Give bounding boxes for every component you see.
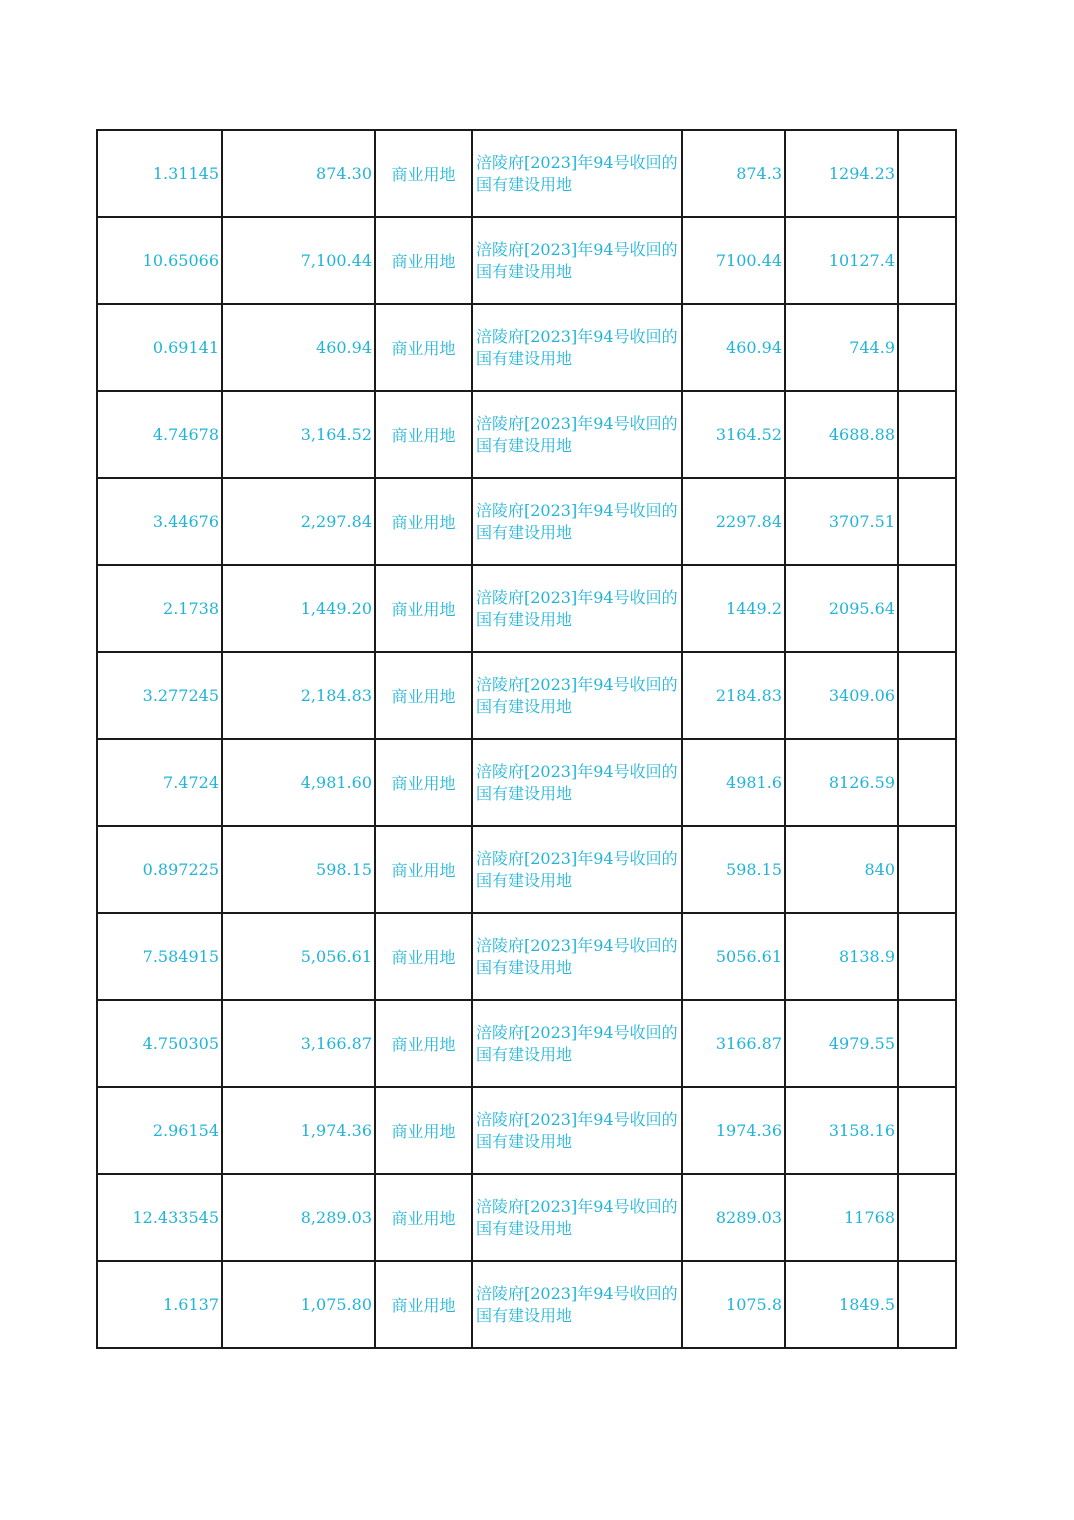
amount-cell: 3409.06: [785, 652, 898, 739]
source-cell: 涪陵府[2023]年94号收回的国有建设用地: [472, 391, 682, 478]
area-hectare-cell: 3.44676: [97, 478, 222, 565]
area-value-cell: 5056.61: [682, 913, 785, 1000]
amount-cell: 10127.4: [785, 217, 898, 304]
area-hectare-cell: 2.96154: [97, 1087, 222, 1174]
area-hectare-cell: 1.31145: [97, 130, 222, 217]
area-sqm-cell: 1,075.80: [222, 1261, 375, 1348]
table-body: [97, 130, 956, 1348]
area-hectare-cell: 10.65066: [97, 217, 222, 304]
area-sqm-cell: 4,981.60: [222, 739, 375, 826]
area-hectare-cell: 2.1738: [97, 565, 222, 652]
area-value-cell: 2184.83: [682, 652, 785, 739]
amount-cell: 840: [785, 826, 898, 913]
area-value-cell: 1974.36: [682, 1087, 785, 1174]
area-value-cell: 1449.2: [682, 565, 785, 652]
area-sqm-cell: 8,289.03: [222, 1174, 375, 1261]
area-value-cell: 4981.6: [682, 739, 785, 826]
land-use-cell: 商业用地: [375, 1000, 472, 1087]
land-use-cell: 商业用地: [375, 913, 472, 1000]
area-sqm-cell: 3,164.52: [222, 391, 375, 478]
area-sqm-cell: 460.94: [222, 304, 375, 391]
table-row: [97, 1087, 956, 1174]
area-hectare-cell: 4.74678: [97, 391, 222, 478]
land-use-cell: 商业用地: [375, 826, 472, 913]
remark-cell: [898, 565, 956, 652]
area-sqm-cell: 7,100.44: [222, 217, 375, 304]
remark-cell: [898, 652, 956, 739]
area-hectare-cell: 1.6137: [97, 1261, 222, 1348]
area-hectare-cell: 7.4724: [97, 739, 222, 826]
remark-cell: [898, 739, 956, 826]
remark-cell: [898, 1174, 956, 1261]
land-use-cell: 商业用地: [375, 1087, 472, 1174]
amount-cell: 8138.9: [785, 913, 898, 1000]
area-sqm-cell: 1,449.20: [222, 565, 375, 652]
land-use-cell: 商业用地: [375, 304, 472, 391]
remark-cell: [898, 304, 956, 391]
land-use-cell: 商业用地: [375, 652, 472, 739]
remark-cell: [898, 913, 956, 1000]
table-row: [97, 739, 956, 826]
table-row: [97, 1000, 956, 1087]
land-use-cell: 商业用地: [375, 391, 472, 478]
remark-cell: [898, 1087, 956, 1174]
amount-cell: 744.9: [785, 304, 898, 391]
area-sqm-cell: 1,974.36: [222, 1087, 375, 1174]
amount-cell: 3158.16: [785, 1087, 898, 1174]
area-value-cell: 8289.03: [682, 1174, 785, 1261]
remark-cell: [898, 217, 956, 304]
table-row: [97, 913, 956, 1000]
amount-cell: 1849.5: [785, 1261, 898, 1348]
land-use-cell: 商业用地: [375, 739, 472, 826]
land-use-cell: 商业用地: [375, 130, 472, 217]
land-use-cell: 商业用地: [375, 478, 472, 565]
table-row: [97, 391, 956, 478]
area-sqm-cell: 2,297.84: [222, 478, 375, 565]
source-cell: 涪陵府[2023]年94号收回的国有建设用地: [472, 304, 682, 391]
area-hectare-cell: 0.69141: [97, 304, 222, 391]
area-sqm-cell: 3,166.87: [222, 1000, 375, 1087]
amount-cell: 4688.88: [785, 391, 898, 478]
area-sqm-cell: 2,184.83: [222, 652, 375, 739]
land-use-cell: 商业用地: [375, 217, 472, 304]
table-row: [97, 1174, 956, 1261]
source-cell: 涪陵府[2023]年94号收回的国有建设用地: [472, 565, 682, 652]
amount-cell: 3707.51: [785, 478, 898, 565]
table-row: [97, 652, 956, 739]
table-row: [97, 565, 956, 652]
land-use-cell: 商业用地: [375, 1261, 472, 1348]
amount-cell: 2095.64: [785, 565, 898, 652]
remark-cell: [898, 1000, 956, 1087]
area-value-cell: 3166.87: [682, 1000, 785, 1087]
land-use-cell: 商业用地: [375, 565, 472, 652]
area-hectare-cell: 12.433545: [97, 1174, 222, 1261]
area-value-cell: 1075.8: [682, 1261, 785, 1348]
source-cell: 涪陵府[2023]年94号收回的国有建设用地: [472, 913, 682, 1000]
source-cell: 涪陵府[2023]年94号收回的国有建设用地: [472, 1261, 682, 1348]
amount-cell: 11768: [785, 1174, 898, 1261]
land-table: [96, 129, 957, 1349]
source-cell: 涪陵府[2023]年94号收回的国有建设用地: [472, 130, 682, 217]
remark-cell: [898, 1261, 956, 1348]
area-value-cell: 3164.52: [682, 391, 785, 478]
table-row: [97, 1261, 956, 1348]
area-value-cell: 874.3: [682, 130, 785, 217]
amount-cell: 8126.59: [785, 739, 898, 826]
source-cell: 涪陵府[2023]年94号收回的国有建设用地: [472, 1087, 682, 1174]
remark-cell: [898, 478, 956, 565]
area-hectare-cell: 4.750305: [97, 1000, 222, 1087]
source-cell: 涪陵府[2023]年94号收回的国有建设用地: [472, 826, 682, 913]
area-value-cell: 460.94: [682, 304, 785, 391]
table-row: [97, 304, 956, 391]
area-sqm-cell: 874.30: [222, 130, 375, 217]
remark-cell: [898, 391, 956, 478]
area-hectare-cell: 3.277245: [97, 652, 222, 739]
source-cell: 涪陵府[2023]年94号收回的国有建设用地: [472, 1000, 682, 1087]
source-cell: 涪陵府[2023]年94号收回的国有建设用地: [472, 217, 682, 304]
table-row: [97, 130, 956, 217]
area-value-cell: 7100.44: [682, 217, 785, 304]
source-cell: 涪陵府[2023]年94号收回的国有建设用地: [472, 478, 682, 565]
area-value-cell: 2297.84: [682, 478, 785, 565]
area-hectare-cell: 0.897225: [97, 826, 222, 913]
area-hectare-cell: 7.584915: [97, 913, 222, 1000]
area-sqm-cell: 5,056.61: [222, 913, 375, 1000]
table-row: [97, 826, 956, 913]
area-value-cell: 598.15: [682, 826, 785, 913]
source-cell: 涪陵府[2023]年94号收回的国有建设用地: [472, 1174, 682, 1261]
remark-cell: [898, 130, 956, 217]
remark-cell: [898, 826, 956, 913]
land-use-cell: 商业用地: [375, 1174, 472, 1261]
table-row: [97, 478, 956, 565]
source-cell: 涪陵府[2023]年94号收回的国有建设用地: [472, 739, 682, 826]
amount-cell: 1294.23: [785, 130, 898, 217]
area-sqm-cell: 598.15: [222, 826, 375, 913]
source-cell: 涪陵府[2023]年94号收回的国有建设用地: [472, 652, 682, 739]
table-row: [97, 217, 956, 304]
amount-cell: 4979.55: [785, 1000, 898, 1087]
